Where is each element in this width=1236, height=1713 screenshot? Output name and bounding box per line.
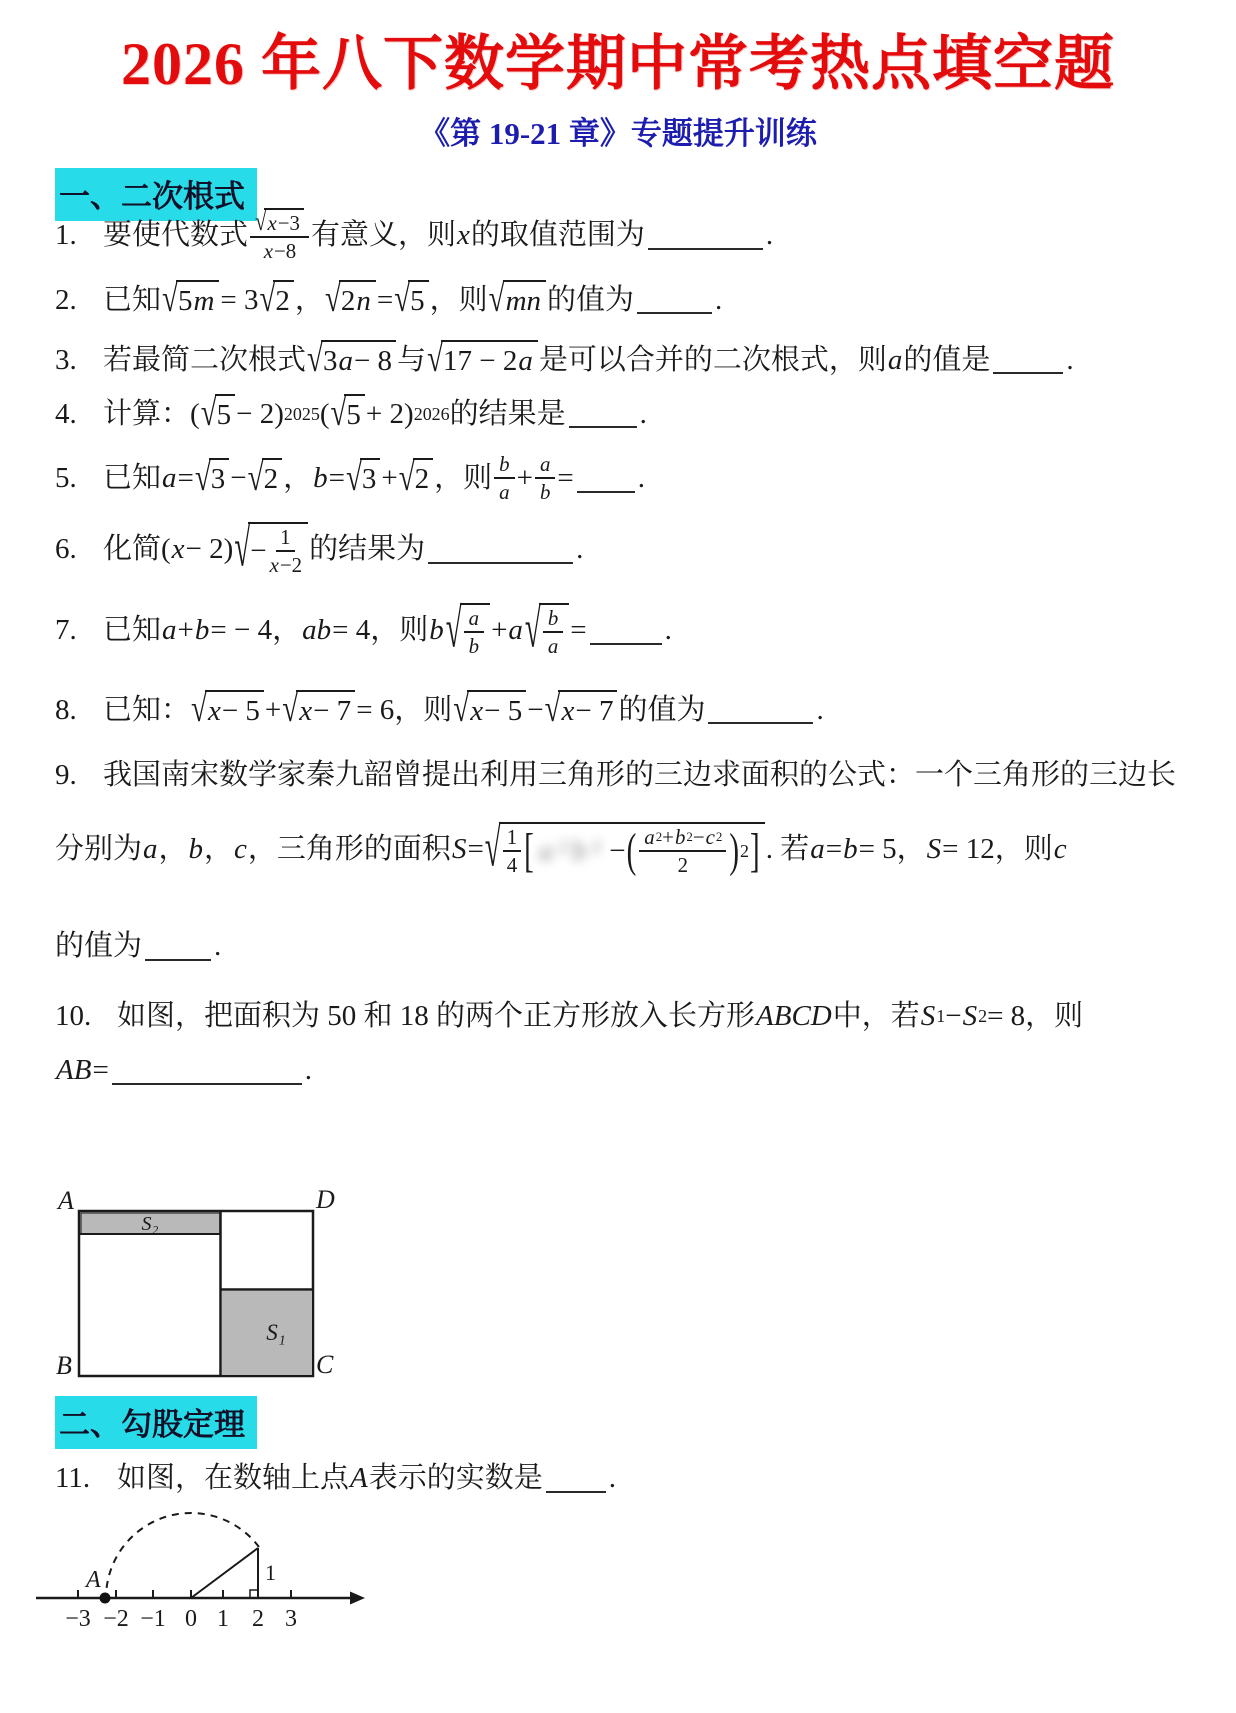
question-4-text: 计算：( √ 5 − 2) 2025 ( √ 5 + 2) 2026 的结果是 . [103, 391, 647, 435]
question-2-text: 已知 √ 5 m = 3 √ 2 ， √ 2 n = √ 5 ，则 √ mn 的值为 . [103, 277, 723, 321]
question-6-text: 化简( x − 2) √ − 1 x −2 的结果为 . [103, 518, 584, 579]
s2-label: S₂ [141, 1213, 159, 1235]
question-8 [55, 687, 1196, 731]
section-header-pythagorean: 二、勾股定理 [55, 1396, 257, 1449]
question-3-text: 若最简二次根式 √ 3 a − 8 与 √ 17 − 2 a 是可以合并的二次根式，则 a 的值是 . [103, 337, 1074, 381]
question-1-number: 1. [55, 219, 77, 252]
question-10-text-line2: AB = . [56, 1054, 313, 1086]
question-11-text: 如图，在数轴上点 A 表示的实数是 . [117, 1462, 616, 1494]
question-5-text: 已知 a = √ 3 − √ 2 ， b = √ 3 + √ 2 ，则 $\frac{b}{a}$ + $\frac{a}{b}$ = . [103, 452, 646, 504]
question-10 [55, 998, 1196, 1034]
axis-arrowhead-icon [350, 1592, 365, 1605]
question-8-number: 8. [55, 693, 77, 726]
question-4-number: 4. [55, 397, 77, 430]
question-10-text-line1: 如图，把面积为 50 和 18 的两个正方形放入长方形 ABCD 中，若 S 1 − S 2 = 8，则 [117, 1000, 1084, 1032]
point-a-dot [100, 1593, 111, 1604]
question-9 [55, 757, 1196, 793]
question-1-text: 要使代数式 √ x −3 x −8 有意义，则 x 的取值范围为 . [103, 205, 774, 263]
question-9-text-line3: 的值为 . [55, 930, 222, 962]
corner-label-d: D [316, 1190, 335, 1214]
question-11-number: 11. [55, 1462, 91, 1494]
dashed-compass-arc [106, 1513, 259, 1598]
question-10-number: 10. [55, 1000, 92, 1032]
corner-label-a: A [58, 1190, 74, 1215]
question-7 [55, 599, 1196, 660]
triangle-hypotenuse [191, 1548, 258, 1598]
tick-label-neg1: −1 [140, 1606, 166, 1632]
question-7-number: 7. [55, 614, 77, 647]
question-11 [55, 1460, 1196, 1496]
question-1 [55, 205, 1196, 263]
question-8-text: 已知： √ x − 5 + √ x − 7 = 6，则 √ x − 5 − √ x − 7 的值为 . [103, 687, 824, 731]
corner-label-b: B [56, 1351, 72, 1380]
tick-label-1: 1 [217, 1606, 229, 1632]
s1-label: S₁ [266, 1320, 286, 1345]
tick-label-3: 3 [285, 1606, 297, 1632]
page-subtitle: 《第 19-21 章》专题提升训练 [419, 116, 817, 151]
question-4 [55, 391, 1196, 435]
question-5 [55, 452, 1196, 504]
corner-label-c: C [316, 1350, 334, 1379]
question-10-line2 [55, 1052, 1196, 1088]
tick-label-neg3: −3 [65, 1606, 91, 1632]
question-6 [55, 518, 1196, 579]
question-6-number: 6. [55, 533, 77, 566]
tick-label-2: 2 [252, 1606, 264, 1632]
tick-label-neg2: −2 [103, 1606, 129, 1632]
section-header-radicals: 一、二次根式 [55, 168, 257, 221]
question-9-line2 [55, 818, 1196, 879]
question-3 [55, 337, 1196, 381]
axis-tick-labels [65, 1606, 297, 1632]
leg-length-label: 1 [265, 1560, 276, 1585]
question-9-line3 [55, 928, 1196, 964]
question-9-number: 9. [55, 759, 77, 791]
square-figure [48, 1190, 348, 1390]
question-2-number: 2. [55, 283, 77, 316]
page-title: 2026 年八下数学期中常考热点填空题 [121, 31, 1115, 97]
number-line-figure [28, 1500, 368, 1650]
question-9-text-line1: 我国南宋数学家秦九韶曾提出利用三角形的三边求面积的公式：一个三角形的三边长 [103, 759, 1177, 791]
tick-label-0: 0 [185, 1606, 197, 1632]
question-7-text: 已知 a + b = − 4， ab = 4，则 b √ $\frac{a}{b}$ + a √ $\frac{b}{a}$ = . [103, 599, 672, 660]
point-a-label: A [86, 1567, 101, 1593]
question-2 [55, 277, 1196, 321]
question-5-number: 5. [55, 461, 77, 494]
question-9-text-line2: 分别为 a ， b ， c ，三角形的面积 S = √ $\frac{1}{4}$ [ a²b² − ( a 2 + b 2 − c 2 2 ) 2 ] . 若 a = b = 5， S = 12，则 c [55, 818, 1067, 879]
question-3-number: 3. [55, 343, 77, 376]
